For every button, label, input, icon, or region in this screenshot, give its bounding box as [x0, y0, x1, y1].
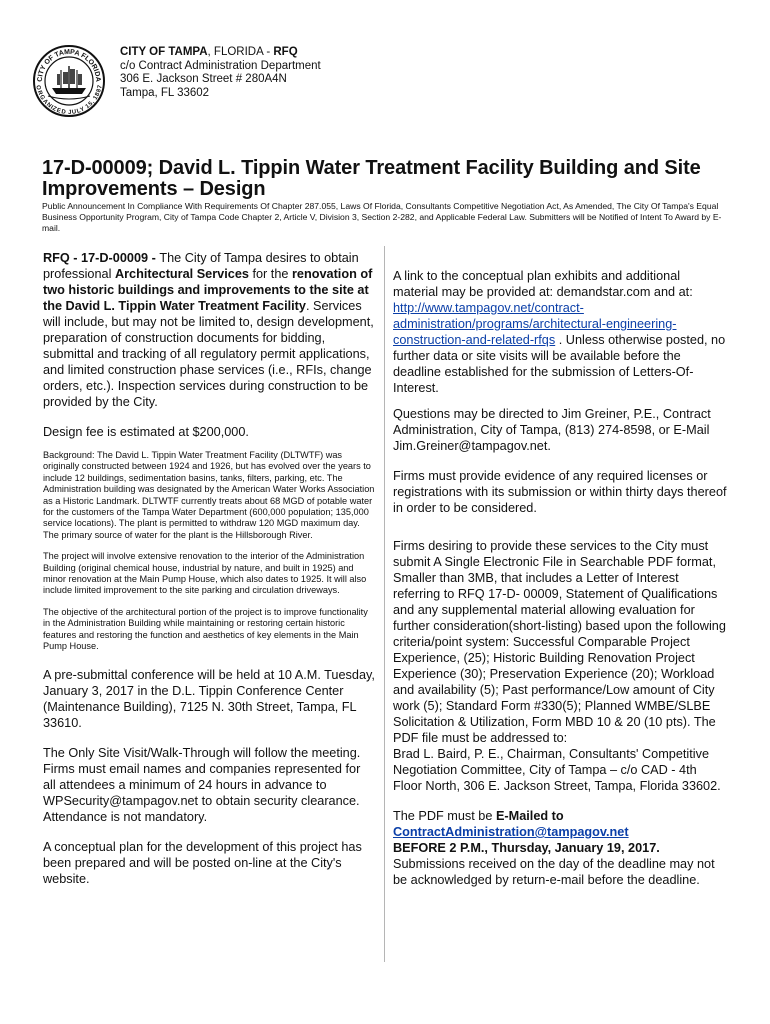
- city-zip-line: Tampa, FL 33602: [120, 86, 210, 99]
- rfq-description: [43, 250, 376, 410]
- public-notice: Public Announcement In Compliance With Requirements Of Chapter 287.055, Laws Of Florida, Consultants Competitive Negotiation Act, As Amended, The City Of Tampa's Equal Business Opportunity Program, City of Tampa Code Chapter 2, Article V, Division 3, Section 2-282, and Applicable Federal Law. Submitters will be Notified of Intent To Award by E-mail.: [42, 201, 722, 233]
- contract-admin-email-link[interactable]: ContractAdministration@tampagov.net: [393, 825, 629, 839]
- conference-paragraph: A pre-submittal conference will be held at 10 A.M. Tuesday, January 3, 2017 in the D.L. Tippin Conference Center (Maintenance Building), 7125 N. 30th Street, Tampa, FL 33610.: [43, 667, 375, 730]
- link-outro: . Unless otherwise posted, no further data or site visits will be available before the deadline established for the submission of Letters-Of-Interest.: [393, 333, 726, 395]
- street-line: 306 E. Jackson Street # 280A4N: [120, 73, 287, 85]
- rfq-header: [120, 46, 321, 100]
- city-seal: [32, 44, 106, 118]
- deadline: BEFORE 2 P.M., Thursday, January 19, 2017.: [393, 841, 660, 855]
- state-label: , FLORIDA -: [207, 46, 274, 58]
- site-visit-paragraph: The Only Site Visit/Walk-Through will follow the meeting. Firms must email names and companies represented for all attendees a minimum of 24 hours in advance to WPSecurity@tampagov.net to obtain security clearance. Attendance is not mandatory.: [43, 745, 361, 824]
- city-name: CITY OF TAMPA: [120, 46, 208, 58]
- licenses-paragraph: Firms must provide evidence of any required licenses or registrations with its submission or within thirty days thereof in order to be considered.: [393, 469, 727, 515]
- rfq-text-2: for the: [248, 267, 292, 281]
- objective-paragraph: The objective of the architectural portion of the project is to improve functionality in the Administration Building while maintaining or restoring certain historic features and restoring the function and aesthetics of key elements in the Main Pump House.: [43, 606, 368, 652]
- conceptual-plan-link[interactable]: http://www.tampagov.net/contract-administration/programs/architectural-engineering-construction-and-related-rfqs: [393, 301, 677, 347]
- left-column: [43, 250, 376, 897]
- rfq-scope: renovation of two historic buildings and improvements to the site at the David L. Tippin Water Treatment Facility: [43, 267, 373, 313]
- link-paragraph: [393, 268, 728, 396]
- email-instruction: [393, 808, 728, 824]
- conceptual-plan-paragraph: A conceptual plan for the development of this project has been prepared and will be posted on-line at the City's website.: [43, 839, 362, 886]
- seal-bottom-text: ORGANIZED JULY 15, 1887: [34, 84, 104, 117]
- email-intro: The PDF must be: [393, 809, 496, 823]
- address-paragraph: Brad L. Baird, P. E., Chairman, Consultants' Competitive Negotiation Committee, City of Tampa – c/o CAD - 4th Floor North, 306 E. Jackson Street, Tampa, Florida 33602.: [393, 747, 721, 793]
- design-fee: Design fee is estimated at $200,000.: [43, 425, 249, 439]
- email-emphasis: E-Mailed to: [495, 809, 564, 823]
- seal-top-text: CITY OF TAMPA FLORIDA: [36, 48, 102, 83]
- rfq-label: RFQ: [273, 46, 298, 58]
- deadline-note: Submissions received on the day of the deadline may not be acknowledged by return-e-mail before the deadline.: [393, 857, 715, 887]
- questions-paragraph: Questions may be directed to Jim Greiner, P.E., Contract Administration, City of Tampa, (813) 274-8598, or E-Mail Jim.Greiner@tampagov.net.: [393, 407, 711, 453]
- link-intro: A link to the conceptual plan exhibits and additional material may be provided at: demandstar.com and at:: [393, 269, 693, 299]
- email-address-line: [393, 824, 728, 840]
- rfq-text-3: . Services will include, but may not be limited to, design development, preparation of construction documents for bidding, submittal and tracking of all regulatory permit applications, and limited construction phase services (i.e., RFIs, change orders, etc.). Inspection services during construction to be provided by the City.: [43, 299, 374, 409]
- background-paragraph: Background: The David L. Tippin Water Treatment Facility (DLTWTF) was originally constructed between 1924 and 1926, but has evolved over the years to include 12 buildings, sedimentation basins, tanks, filters, parking, etc. The Administration building was designated by the American Water Works Association as a Historic Landmark. DLTWTF currently treats about 68 MGD of potable water for the customers of the Tampa Water Department (600,000 population; 135,000 service locations). The plant is permitted to withdraw 120 MGD maximum day. The primary source of water for the plant is the Hillsborough River.: [43, 450, 375, 540]
- page-title: 17-D-00009; David L. Tippin Water Treatment Facility Building and Site Improvements – Design: [42, 157, 701, 200]
- submission-paragraph: Firms desiring to provide these services to the City must submit A Single Electronic File in Searchable PDF format, Smaller than 3MB, that includes a Letter of Interest referring to RFQ 17-D- 00009, Statement of Qualifications and any supplemental material allowing evaluation for further consideration(short-listing) based upon the following criteria/point system: Successful Comparable Project Experience, (25); Historic Building Renovation Project Experience (30); Preservation Experience (20); Workload and availability (5); Past performance/Low amount of City work (5); Standard Form #330(5); Planned WMBE/SLBE Solicitation & Utilization, Form MBD 10 & 20 (10 pts). The PDF file must be addressed to:: [393, 539, 726, 745]
- project-paragraph: The project will involve extensive renovation to the interior of the Administration Building (original chemical house, industrial by nature, and built in 1925) and minor renovation at the Main Pump House, which also dates to 1925. It will also include limited improvement to the site parking and circulation driveways.: [43, 551, 367, 596]
- rfq-number: RFQ - 17-D-00009 -: [43, 251, 160, 265]
- rfq-text-1: The City of Tampa desires to obtain professional: [43, 251, 359, 281]
- column-divider: [384, 246, 385, 962]
- rfq-service-type: Architectural Services: [114, 267, 249, 281]
- department-line: c/o Contract Administration Department: [120, 59, 321, 72]
- right-column: [393, 268, 728, 898]
